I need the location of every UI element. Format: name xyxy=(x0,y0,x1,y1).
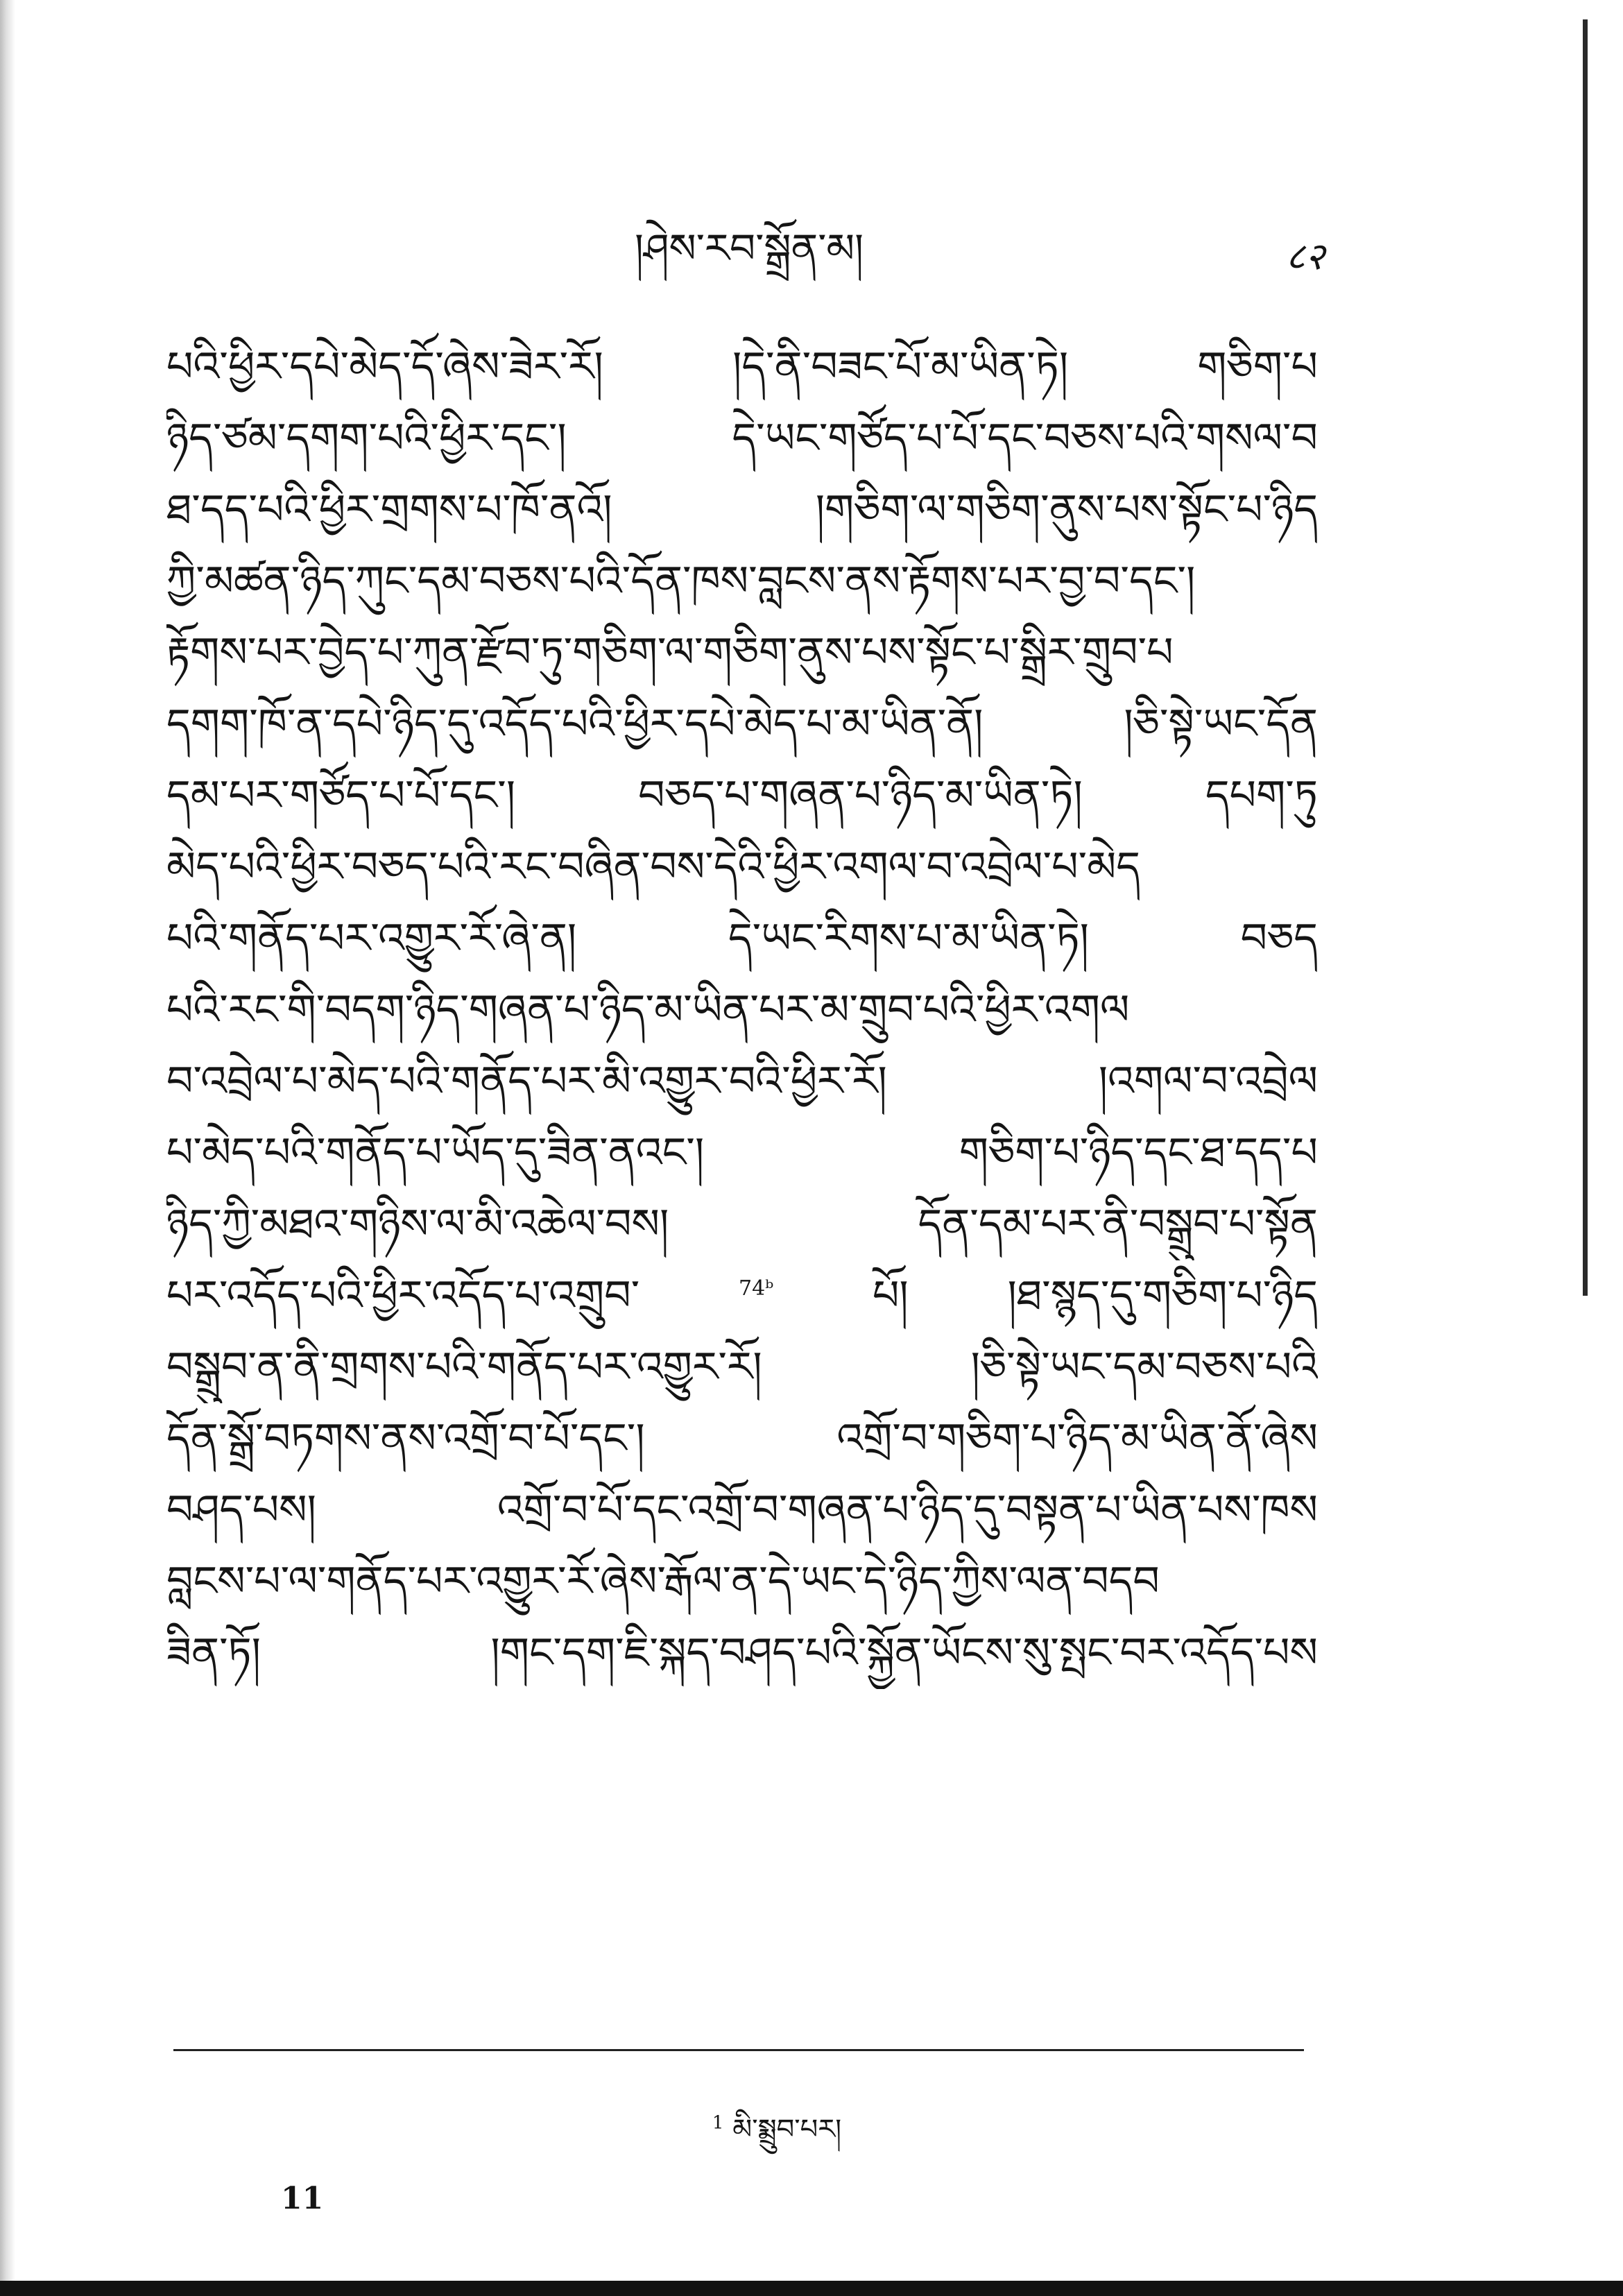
text-line: ཐ་དད་པའི་ཕྱིར་གྲགས་པ་ཁོ་ནའོ། །གཅིག་ལ་གཅིག་ནུས་པས་སྟོང་པ་ཉིད xyxy=(166,486,1318,534)
text-line: ཉིད་ཀྱི་མཐའ་གཉིས་ལ་མི་འཆེལ་བས། དོན་དམ་པར་ནི་བསྒྲུབ་པ་སྟོན xyxy=(166,1200,1318,1249)
footnote-rule xyxy=(173,2049,1304,2051)
scan-edge-shadow xyxy=(0,0,15,2296)
text-line: ཉིད་ཙམ་དགག་པའི་ཕྱིར་དང་། དེ་ཡང་གཙོད་པ་པོ་དང་བཅས་པའི་གསལ་བ xyxy=(166,414,1318,463)
text-line: མེད་པའི་ཕྱིར་བཅད་པའི་རང་བཞིན་བས་དེའི་ཕྱིར་འགལ་བ་འབྲེལ་པ་མེད xyxy=(166,843,1140,891)
text-line: དམ་པར་གཙོད་པ་པོ་དང་། བཅད་པ་གཞན་པ་ཉིད་མ་ཡིན་ཏེ། དཔག་ཏུ xyxy=(166,771,1318,820)
text-line: པའི་རང་གི་བདག་ཉིད་གཞན་པ་ཉིད་མ་ཡིན་པར་མ་གྲུབ་པའི་ཕྱིར་འགལ xyxy=(166,986,1130,1034)
text-line: དོན་སྒྲོ་བཏགས་ནས་འགྲོ་བ་པོ་དང་། འགྲོ་བ་གཅིག་པ་ཉིད་མ་ཡིན་ནོ་ཞེས xyxy=(166,1414,1318,1463)
text-line: པའི་གནོད་པར་འགྱུར་རོ་ཞེ་ན། དེ་ཡང་རིགས་པ་མ་ཡིན་ཏེ། བཅད xyxy=(166,914,1318,963)
text-line: ཟིན་ཏོ། །གང་དག་ཇི་སྐད་བཤད་པའི་སྐྱོན་ཡོངས་སུ་སྤང་བར་འདོད་པས xyxy=(166,1629,1318,1677)
text-line: དགག་ཁོ་ན་དཔེ་ཉིད་དུ་འདོད་པའི་ཕྱིར་དཔེ་མེད་པ་མ་ཡིན་ནོ། །ཅི་སྟེ་ཡང་དོན xyxy=(166,700,1318,748)
footnote-number: 1 xyxy=(712,2112,724,2134)
body-text xyxy=(166,332,1318,1689)
text-line: པར་འདོད་པའི་ཕྱིར་འདོད་པ་འགྲུབ་ $^{74ᵇ}$ པོ། །ཐ་སྙད་དུ་གཅིག་པ་ཉིད xyxy=(166,1271,1318,1320)
running-head: །ཤེས་རབ་སྒྲོན་མ། xyxy=(635,225,864,272)
text-line: ཀྱི་མཚན་ཉིད་ཀུང་དམ་བཅས་པའི་དོན་ཁས་བླངས་ནས་རྟོགས་པར་བྱ་བ་དང་། xyxy=(166,557,1196,606)
text-line: བླངས་པ་ལ་གནོད་པར་འགྱུར་རོ་ཞེས་རྒོལ་ན་དེ་ཡང་དེ་ཉིད་ཀྱིས་ལན་བདབ xyxy=(166,1557,1160,1606)
text-line: པ་མེད་པའི་གནོད་པ་ཡོད་དུ་ཟིན་ནའང་། གཅིག་པ་ཉིད་དང་ཐ་དད་པ xyxy=(166,1129,1318,1177)
footnote xyxy=(569,2109,985,2150)
footnote-text: མི་སྨྲུབ་པར། xyxy=(732,2114,842,2145)
text-line: བ་འབྲེལ་པ་མེད་པའི་གནོད་པར་མི་འགྱུར་བའི་ཕྱིར་རོ། །འགལ་བ་འབྲེལ xyxy=(166,1057,1318,1106)
text-line: བསྒྲུབ་ན་ནི་གྲགས་པའི་གནོད་པར་འགྱུར་རོ། །ཅི་སྟེ་ཡང་དམ་བཅས་པའི xyxy=(166,1343,1318,1391)
page-number: ८२ xyxy=(1285,234,1325,278)
scan-edge-rule xyxy=(1583,19,1588,1296)
folio-marker: 74ᵇ xyxy=(739,1276,774,1301)
text-line: བཤད་པས། འགྲོ་བ་པོ་དང་འགྲོ་བ་གཞན་པ་ཉིད་དུ་བསྟན་པ་ཡིན་པས་ཁས xyxy=(166,1486,1318,1534)
scan-bottom-edge xyxy=(0,2281,1623,2296)
text-line: པའི་ཕྱིར་དཔེ་མེད་དོ་ཞེས་ཟེར་རོ། །དེ་ནི་བཟང་པོ་མ་ཡིན་ཏེ། གཅིག་པ xyxy=(166,343,1318,391)
text-line: རྟོགས་པར་བྱེད་པ་ཀུན་རྫོབ་ཏུ་གཅིག་ལ་གཅིག་ནུས་པས་སྟོང་པ་སྒྲིར་གྲུབ་པ xyxy=(166,628,1174,677)
sheet-number: 11 xyxy=(281,2181,324,2216)
